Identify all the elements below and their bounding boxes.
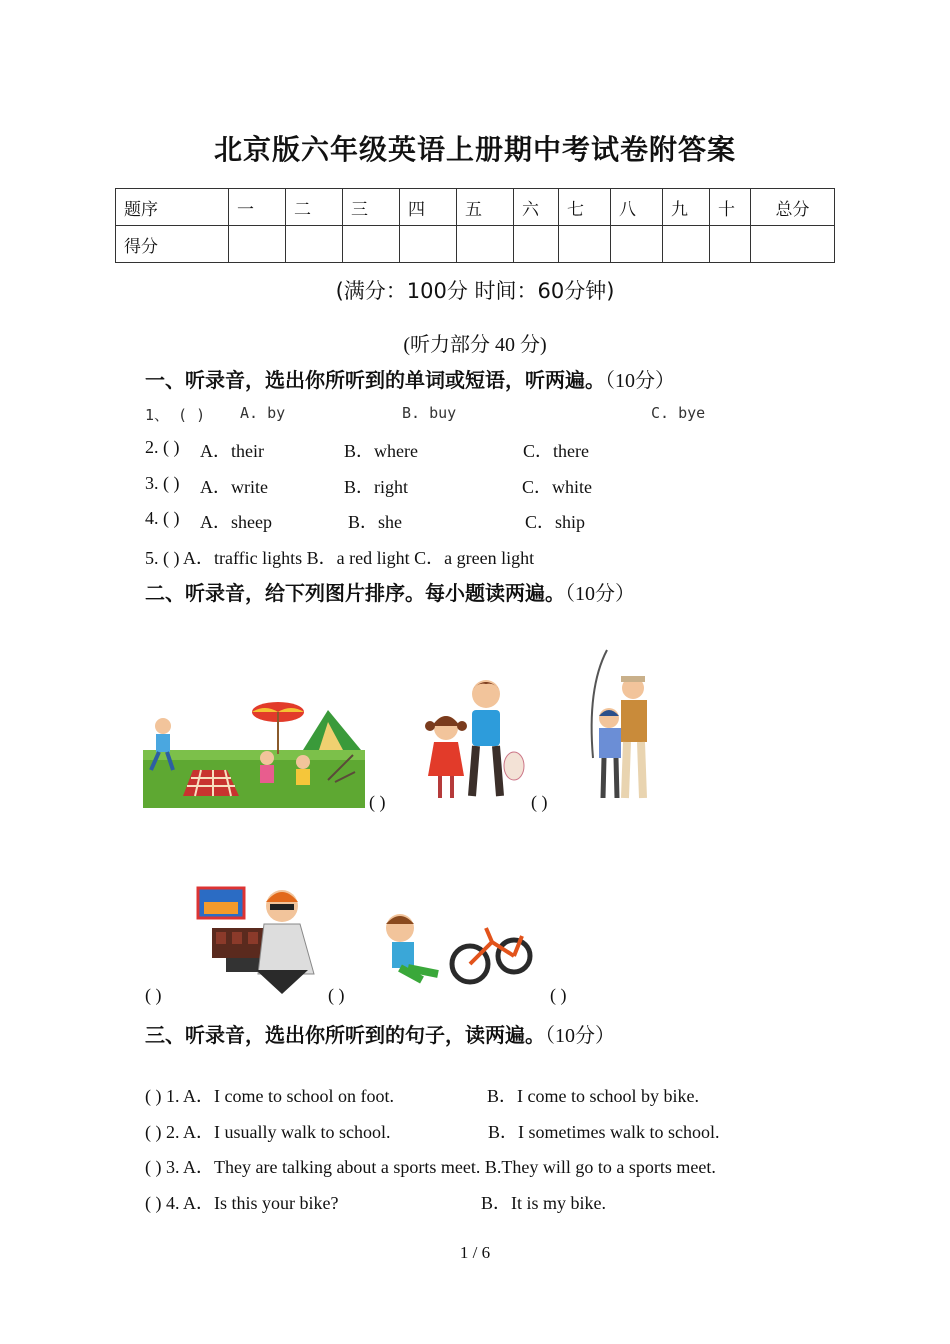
score-input-cell[interactable] [559,226,611,263]
father-daughter-picture [418,676,528,806]
score-table [115,188,835,263]
full-marks-note: (满分：100分 时间：60分钟) [335,279,615,303]
score-input-cell[interactable] [286,226,343,263]
section-points: （10分） [545,1025,615,1047]
section-3-heading [145,1019,615,1048]
s1-option-a: ( ) 1. A．I come to school on foot. [145,1086,394,1106]
score-input-cell[interactable] [400,226,457,263]
s4-option-a: ( ) 4. A．Is this your bike? [145,1193,339,1213]
score-cell: 二 [286,189,343,226]
score-cell: 六 [514,189,559,226]
score-cell: 十 [710,189,751,226]
score-input-cell[interactable] [611,226,663,263]
listening-part-note: (听力部分 40 分) [403,334,547,356]
boy-fell-bike-picture [378,906,546,998]
q4-option-b: B．she [348,512,402,532]
q3-option-b: B．right [344,477,409,497]
q4-option-c: C．ship [525,512,586,532]
section-1-heading [145,364,675,393]
q3-option-a: A．write [200,477,268,497]
score-input-cell[interactable] [229,226,286,263]
s2-option-a: ( ) 2. A．I usually walk to school. [145,1122,391,1142]
section-points: （10分） [565,583,635,605]
s3-line: ( ) 3. A．They are talking about a sports meet. B.They will go to a sports meet. [145,1157,716,1177]
section-points: （10分） [605,370,675,392]
section-2-heading [145,577,635,606]
score-cell: 七 [559,189,611,226]
s2-option-b: B．I sometimes walk to school. [488,1122,720,1142]
section-heading-text: 二、听录音，给下列图片排序。每小题读两遍。 [145,581,565,605]
score-cell: 总分 [751,189,835,226]
score-input-cell[interactable] [663,226,710,263]
page-title: 北京版六年级英语上册期中考试卷附答案 [213,133,736,166]
grandpa-fishing-picture [585,648,660,806]
q2-number: 2. ( ) [145,437,180,457]
q4-number: 4. ( ) [145,508,180,528]
score-input-cell[interactable] [514,226,559,263]
q5-line: 5. ( ) A．traffic lights B．a red light C．a green light [145,548,535,568]
section-heading-text: 一、听录音，选出你所听到的单词或短语，听两遍。 [145,368,605,392]
score-cell: 九 [663,189,710,226]
picnic-picture [143,700,365,808]
score-input-cell[interactable] [710,226,751,263]
score-input-cell[interactable] [751,226,835,263]
q2-option-b: B．where [344,441,418,461]
q2-option-a: A．their [200,441,264,461]
q3-option-c: C．white [522,477,592,497]
q1-option-a: A. by [240,404,286,422]
score-table-score-row [116,226,835,263]
score-cell: 得分 [116,226,229,263]
cinema-picture [196,884,320,998]
page-number: 1 / 6 [459,1243,491,1262]
q2-option-c: C．there [523,441,589,461]
score-cell: 三 [343,189,400,226]
answer-paren[interactable]: ( ) [531,792,548,812]
answer-paren[interactable]: ( ) [145,985,162,1005]
score-cell: 一 [229,189,286,226]
answer-paren[interactable]: ( ) [328,985,345,1005]
section-heading-text: 三、听录音，选出你所听到的句子，读两遍。 [145,1023,545,1047]
q3-number: 3. ( ) [145,473,180,493]
answer-paren[interactable]: ( ) [550,985,567,1005]
s4-option-b: B．It is my bike. [481,1193,606,1213]
score-cell: 五 [457,189,514,226]
score-cell: 题序 [116,189,229,226]
q1-option-c: C. bye [651,404,706,422]
q1-option-b: B. buy [402,404,457,422]
s1-option-b: B．I come to school by bike. [487,1086,699,1106]
answer-paren[interactable]: ( ) [369,792,386,812]
score-cell: 四 [400,189,457,226]
score-cell: 八 [611,189,663,226]
score-table-header-row [116,189,835,226]
score-input-cell[interactable] [457,226,514,263]
score-input-cell[interactable] [343,226,400,263]
q1-number: 1、 ( ) [145,406,206,424]
q4-option-a: A．sheep [200,512,272,532]
